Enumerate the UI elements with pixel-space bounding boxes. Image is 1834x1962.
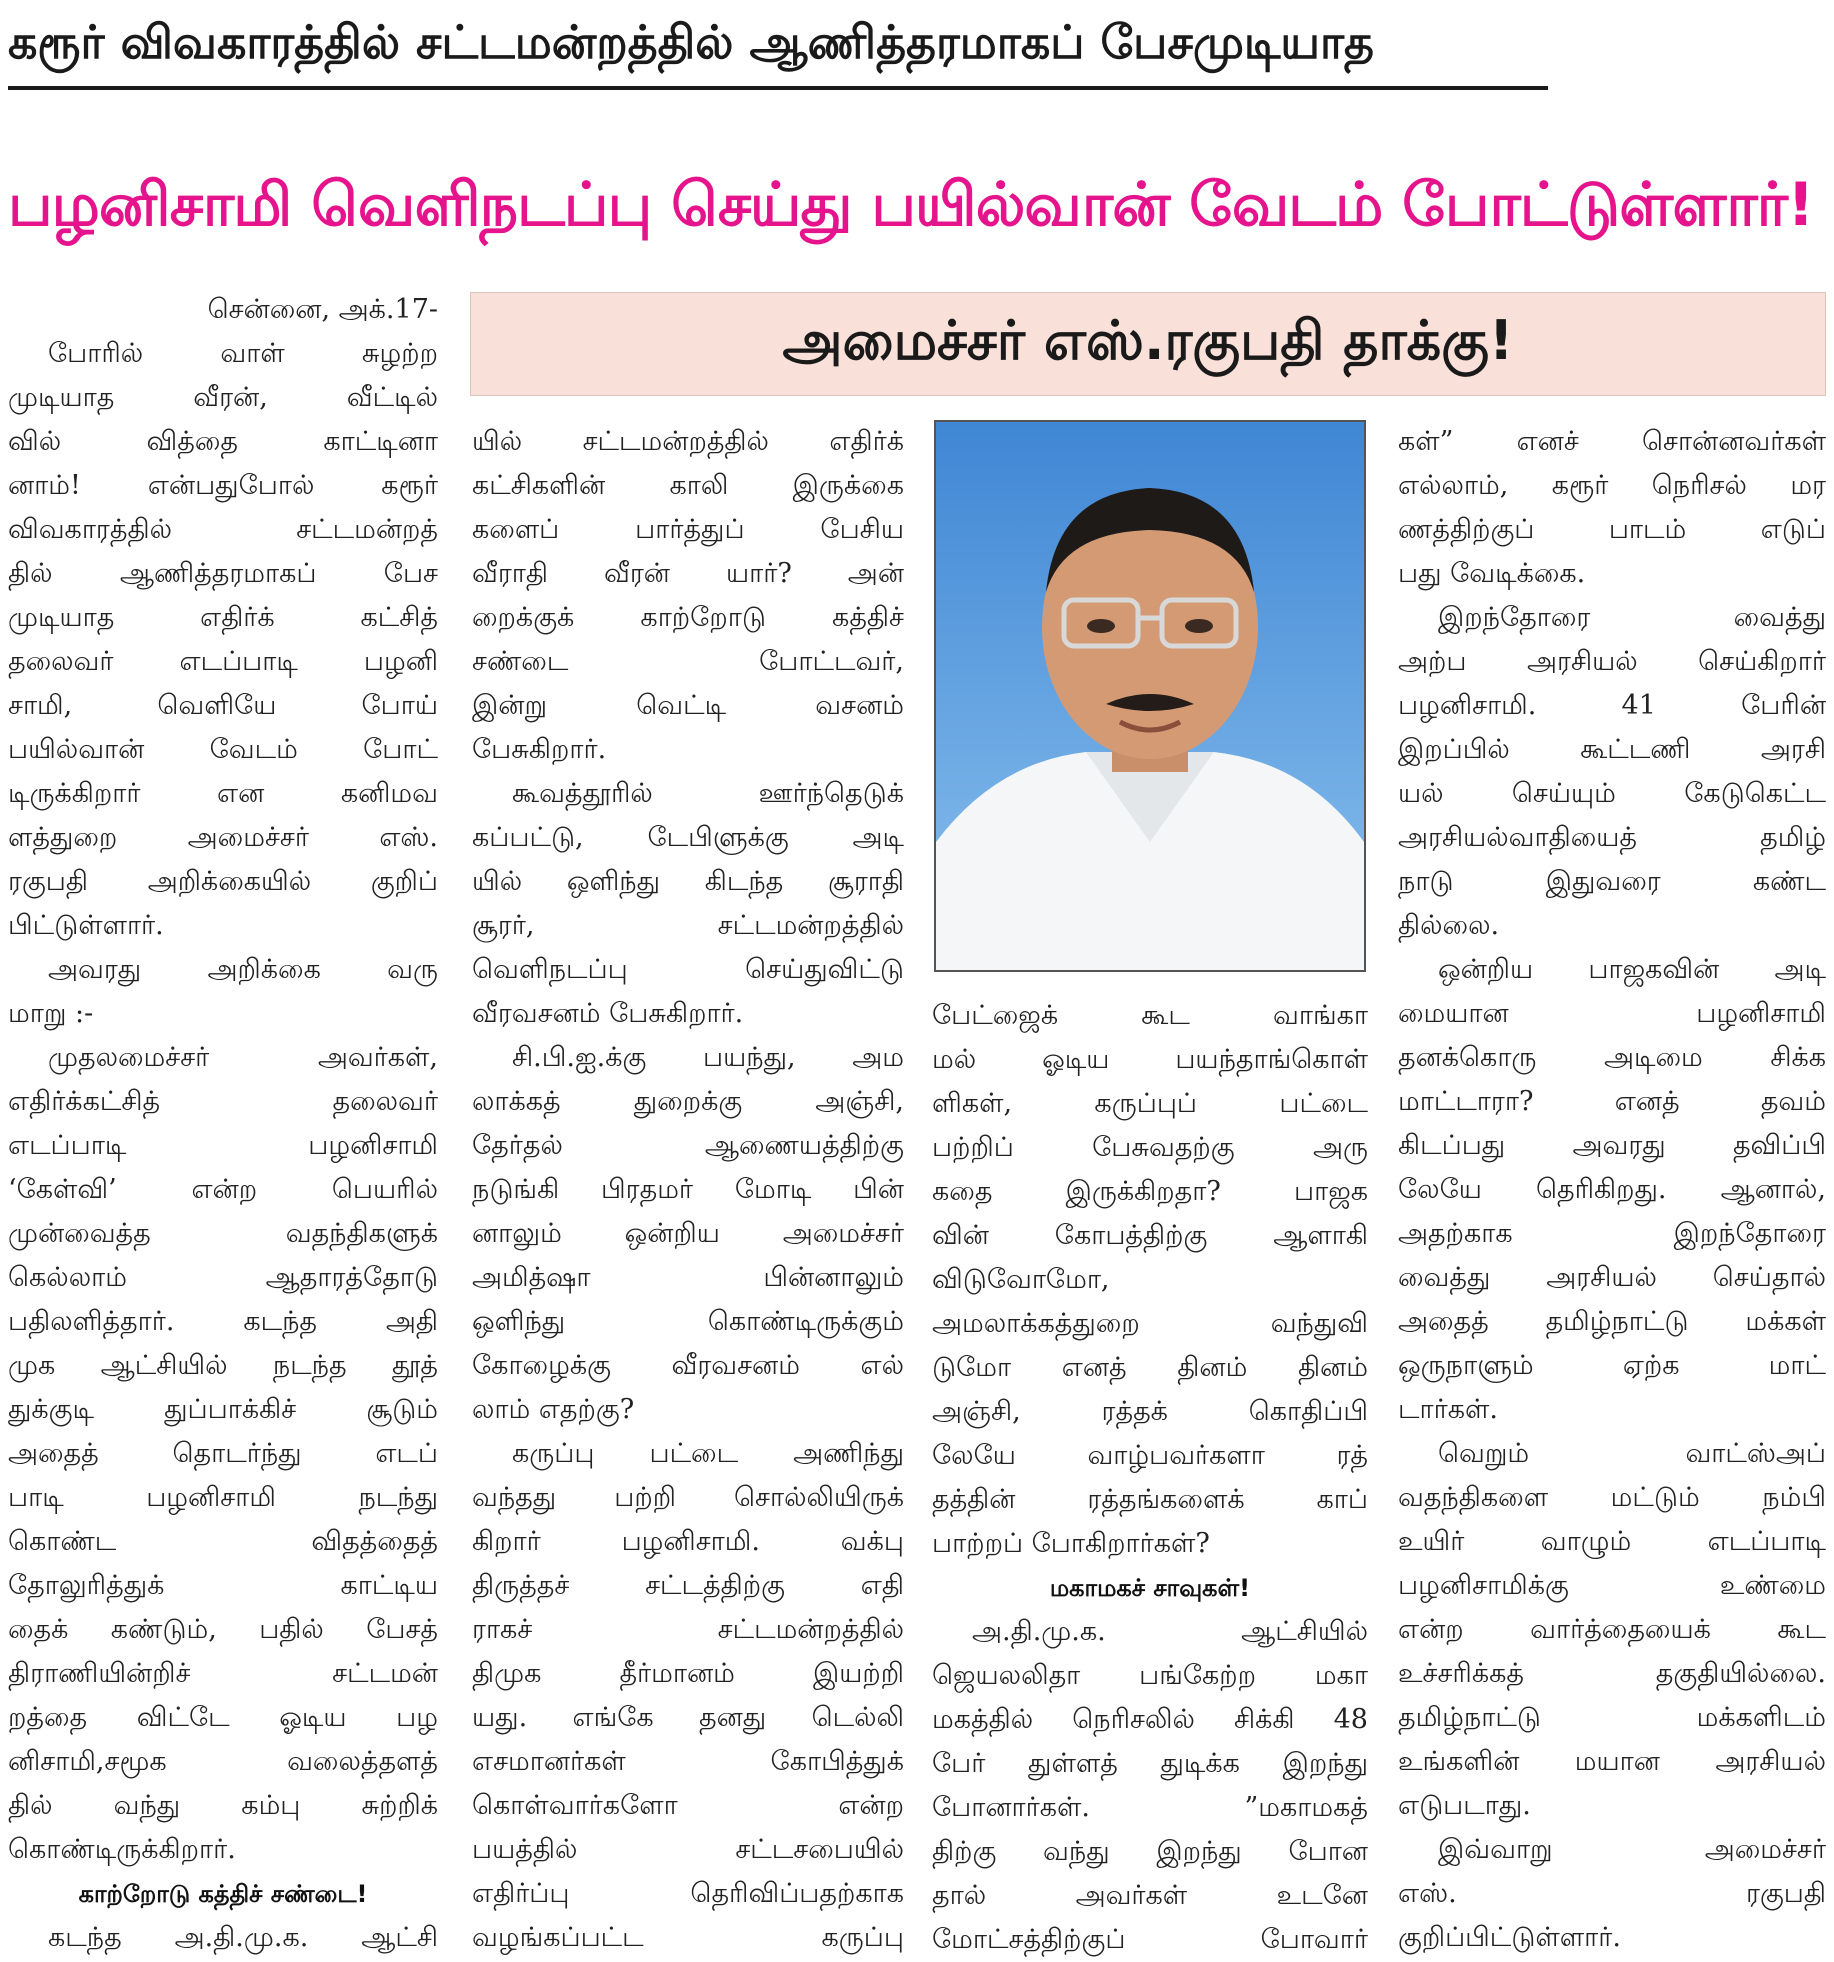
article-line: அ.தி.மு.க. ஆட்சியில்: [972, 1616, 1368, 1647]
article-line: இறப்பில் கூட்டணி அரசி: [1398, 734, 1826, 765]
article-line: அதற்காக இறந்தோரை: [1398, 1218, 1826, 1249]
article-line: உயிர் வாழும் எடப்பாடி: [1398, 1526, 1826, 1557]
article-line: அரசியல்வாதியைத் தமிழ்: [1398, 822, 1826, 853]
article-line: முதலமைச்சர் அவர்கள்,: [48, 1042, 438, 1073]
article-line: டுமோ எனத் தினம் தினம்: [932, 1352, 1368, 1383]
article-line: இன்று வெட்டி வசனம்: [472, 690, 904, 721]
article-line: திருத்தச் சட்டத்திற்கு எதி: [472, 1570, 904, 1601]
article-line: வைத்து அரசியல் செய்தால்: [1398, 1262, 1826, 1293]
article-line: அஞ்சி, ரத்தக் கொதிப்பி: [932, 1396, 1368, 1427]
article-line: விவகாரத்தில் சட்டமன்றத்: [8, 514, 438, 545]
article-line: சி.பி.ஐ.க்கு பயந்து, அம: [512, 1042, 904, 1073]
article-line: நடுங்கி பிரதமர் மோடி பின்: [472, 1174, 904, 1205]
article-line: தில்லை.: [1398, 910, 1500, 941]
article-line: குறிப்பிட்டுள்ளார்.: [1398, 1922, 1621, 1953]
article-line: வில் வித்தை காட்டினா: [8, 426, 438, 457]
article-line: கட்சிகளின் காலி இருக்கை: [472, 470, 904, 501]
article-column-3: [932, 994, 1368, 1962]
article-line: டிருக்கிறார் என கனிமவ: [8, 778, 438, 809]
subhead-text: அமைச்சர் எஸ்.ரகுபதி தாக்கு!: [782, 308, 1514, 372]
article-line: கொண்ட விதத்தைத்: [8, 1526, 438, 1557]
article-line: அற்ப அரசியல் செய்கிறார்: [1398, 646, 1826, 677]
article-line: என்ற வார்த்தையைக் கூட: [1398, 1614, 1826, 1645]
article-line: கோழைக்கு வீரவசனம் எல்: [472, 1350, 904, 1381]
article-line: கொள்வார்களோ என்ற: [472, 1790, 904, 1821]
article-line: எடப்பாடி பழனிசாமி: [8, 1130, 438, 1161]
article-line: கொண்டிருக்கிறார்.: [8, 1834, 236, 1865]
article-line: பது வேடிக்கை.: [1398, 558, 1586, 589]
article-line: பயில்வான் வேடம் போட்: [8, 734, 438, 765]
article-line: வெளிநடப்பு செய்துவிட்டு: [472, 954, 904, 985]
article-line: களைப் பார்த்துப் பேசிய: [472, 514, 904, 545]
article-line: முக ஆட்சியில் நடந்த தூத்: [8, 1350, 438, 1381]
article-line: அதைத் தமிழ்நாட்டு மக்கள்: [1398, 1306, 1826, 1337]
article-line: சூரர், சட்டமன்றத்தில்: [472, 910, 904, 941]
article-line: தலைவர் எடப்பாடி பழனி: [8, 646, 438, 677]
article-line: கடந்த அ.தி.மு.க. ஆட்சி: [48, 1922, 438, 1953]
article-line: சென்னை, அக்.17-: [207, 294, 438, 325]
article-line: னாம்! என்பதுபோல் கரூர்: [8, 470, 438, 501]
article-line: மோட்சத்திற்குப் போவார்: [932, 1924, 1368, 1955]
article-line: விடுவோமோ,: [932, 1264, 1110, 1295]
article-line: துக்குடி துப்பாக்கிச் சூடும்: [8, 1394, 438, 1425]
article-line: யில் ஒளிந்து கிடந்த சூராதி: [472, 866, 904, 897]
article-line: பாற்றப் போகிறார்கள்?: [932, 1528, 1210, 1559]
article-line: ளத்துறை அமைச்சர் எஸ்.: [8, 822, 438, 853]
article-line: உங்களின் மயான அரசியல்: [1398, 1746, 1826, 1777]
article-line: திராணியின்றிச் சட்டமன்: [8, 1658, 438, 1689]
minister-photo: [934, 420, 1366, 972]
article-line: வெறும் வாட்ஸ்அப்: [1438, 1438, 1826, 1469]
article-line: லேயே வாழ்பவர்களா ரத்: [932, 1440, 1368, 1471]
portrait-photo-icon: [936, 422, 1364, 970]
article-line: யல் செய்யும் கேடுகெட்ட: [1398, 778, 1826, 809]
article-line: கதை இருக்கிறதா? பாஜக: [932, 1176, 1368, 1207]
article-line: அவரது அறிக்கை வரு: [48, 954, 438, 985]
article-line: தத்தின் ரத்தங்களைக் காப்: [932, 1484, 1368, 1515]
article-line: தில் வந்து கம்பு சுற்றிக்: [8, 1790, 438, 1821]
article-line: முடியாத வீரன், வீட்டில்: [8, 382, 438, 413]
article-line: றைக்குக் காற்றோடு கத்திச்: [472, 602, 904, 633]
article-line: திற்கு வந்து இறந்து போன: [932, 1836, 1368, 1867]
article-line: மையான பழனிசாமி: [1398, 998, 1826, 1029]
article-line: ரகுபதி அறிக்கையில் குறிப்: [8, 866, 438, 897]
article-line: வீரவசனம் பேசுகிறார்.: [472, 998, 744, 1029]
article-line: அமித்ஷா பின்னாலும்: [472, 1262, 904, 1293]
article-line: கிடப்பது அவரது தவிப்பி: [1398, 1130, 1826, 1161]
article-line: தில் ஆணித்தரமாகப் பேச: [8, 558, 438, 589]
article-line: பழனிசாமிக்கு உண்மை: [1398, 1570, 1826, 1601]
main-headline: பழனிசாமி வெளிநடப்பு செய்து பயில்வான் வேடம் போட்டுள்ளார்!: [8, 170, 1814, 240]
article-line: லாக்கத் துறைக்கு அஞ்சி,: [472, 1086, 904, 1117]
article-line: நாடு இதுவரை கண்ட: [1398, 866, 1826, 897]
article-line: வீராதி வீரன் யார்? அன்: [472, 558, 904, 589]
article-line: முன்வைத்த வதந்திகளுக்: [8, 1218, 438, 1249]
article-line: எடுபடாது.: [1398, 1790, 1531, 1821]
article-line: ஒன்றிய பாஜகவின் அடி: [1438, 954, 1826, 985]
article-line: தோலுரித்துக் காட்டிய: [8, 1570, 438, 1601]
article-line: தேர்தல் ஆணையத்திற்கு: [472, 1130, 904, 1161]
article-line: வழங்கப்பட்ட கருப்பு: [472, 1922, 904, 1953]
article-line: னிசாமி,சமூக வலைத்தளத்: [8, 1746, 438, 1777]
article-line: யது. எங்கே தனது டெல்லி: [472, 1702, 904, 1733]
article-line: தனக்கொரு அடிமை சிக்க: [1398, 1042, 1826, 1073]
article-line: டார்கள்.: [1398, 1394, 1498, 1425]
article-line: றத்தை விட்டே ஓடிய பழ: [8, 1702, 438, 1733]
article-column-4: [1398, 420, 1826, 1960]
article-line: கள்” எனச் சொன்னவர்கள்: [1398, 426, 1826, 457]
article-line: எசமானர்கள் கோபித்துக்: [472, 1746, 904, 1777]
section-subheading: காற்றோடு கத்திச் சண்டை!: [78, 1880, 368, 1908]
article-line: கூவத்தூரில் ஊர்ந்தெடுக்: [512, 778, 904, 809]
article-line: எதிர்ப்பு தெரிவிப்பதற்காக: [472, 1878, 904, 1909]
article-line: லேயே தெரிகிறது. ஆனால்,: [1398, 1174, 1826, 1205]
article-line: போனார்கள். ”மகாமகத்: [932, 1792, 1368, 1823]
article-line: இறந்தோரை வைத்து: [1438, 602, 1826, 633]
article-line: வந்தது பற்றி சொல்லியிருக்: [472, 1482, 904, 1513]
article-line: கெல்லாம் ஆதாரத்தோடு: [8, 1262, 438, 1293]
article-line: எதிர்க்கட்சித் தலைவர்: [8, 1086, 438, 1117]
article-line: ஜெயலலிதா பங்கேற்ற மகா: [932, 1660, 1368, 1691]
article-line: எல்லாம், கரூர் நெரிசல் மர: [1398, 470, 1826, 501]
article-line: பழனிசாமி. 41 பேரின்: [1398, 690, 1826, 721]
article-line: பாடி பழனிசாமி நடந்து: [8, 1482, 438, 1513]
article-line: மாறு :-: [8, 998, 94, 1029]
article-line: அதைத் தொடர்ந்து எடப்: [8, 1438, 438, 1469]
article-line: ‘கேள்வி’ என்ற பெயரில்: [8, 1174, 438, 1205]
article-line: பயத்தில் சட்டசபையில்: [472, 1834, 904, 1865]
article-line: சாமி, வெளியே போய்: [8, 690, 438, 721]
article-line: லாம் எதற்கு?: [472, 1394, 635, 1425]
article-line: னாலும் ஒன்றிய அமைச்சர்: [472, 1218, 904, 1249]
article-line: மாட்டாரா? எனத் தவம்: [1398, 1086, 1826, 1117]
article-line: பிட்டுள்ளார்.: [8, 910, 164, 941]
article-line: கருப்பு பட்டை அணிந்து: [512, 1438, 904, 1469]
article-line: மல் ஓடிய பயந்தாங்கொள்: [932, 1044, 1368, 1075]
article-line: ணத்திற்குப் பாடம் எடுப்: [1398, 514, 1826, 545]
article-line: வதந்திகளை மட்டும் நம்பி: [1398, 1482, 1826, 1513]
article-line: ராகச் சட்டமன்றத்தில்: [472, 1614, 904, 1645]
article-line: பேட்ஜைக் கூட வாங்கா: [932, 1000, 1368, 1031]
article-line: உச்சரிக்கத் தகுதியில்லை.: [1398, 1658, 1826, 1689]
subhead-banner: [470, 292, 1826, 396]
article-line: அமலாக்கத்துறை வந்துவி: [932, 1308, 1368, 1339]
article-line: கப்பட்டு, டேபிளுக்கு அடி: [472, 822, 904, 853]
article-line: தைக் கண்டும், பதில் பேசத்: [8, 1614, 438, 1645]
article-line: ஒருநாளும் ஏற்க மாட்: [1398, 1350, 1826, 1381]
kicker-headline: கரூர் விவகாரத்தில் சட்டமன்றத்தில் ஆணித்தரமாகப் பேசமுடியாத: [8, 15, 1374, 69]
article-line: முடியாத எதிர்க் கட்சித்: [8, 602, 438, 633]
article-column-2: [472, 420, 904, 1960]
article-line: இவ்வாறு அமைச்சர்: [1438, 1834, 1826, 1865]
article-line: மகத்தில் நெரிசலில் சிக்கி 48: [932, 1704, 1368, 1735]
article-line: பதிலளித்தார். கடந்த அதி: [8, 1306, 438, 1337]
article-line: பற்றிப் பேசுவதற்கு அரு: [932, 1132, 1368, 1163]
article-line: ஒளிந்து கொண்டிருக்கும்: [472, 1306, 904, 1337]
article-column-1: [8, 288, 438, 1960]
article-line: எஸ். ரகுபதி: [1398, 1878, 1826, 1909]
article-line: சண்டை போட்டவர்,: [472, 646, 904, 677]
article-line: பேர் துள்ளத் துடிக்க இறந்து: [932, 1748, 1368, 1779]
article-line: யில் சட்டமன்றத்தில் எதிர்க்: [472, 426, 904, 457]
section-subheading: மகாமகச் சாவுகள்!: [1049, 1574, 1251, 1602]
article-line: போரில் வாள் சுழற்ற: [48, 338, 438, 369]
article-line: வின் கோபத்திற்கு ஆளாகி: [932, 1220, 1368, 1251]
article-line: தமிழ்நாட்டு மக்களிடம்: [1398, 1702, 1826, 1733]
article-line: ளிகள், கருப்புப் பட்டை: [932, 1088, 1368, 1119]
article-line: கிறார் பழனிசாமி. வக்பு: [472, 1526, 904, 1557]
article-line: தால் அவர்கள் உடனே: [932, 1880, 1368, 1911]
article-line: பேசுகிறார்.: [472, 734, 607, 765]
kicker-underline: [8, 86, 1548, 90]
article-line: திமுக தீர்மானம் இயற்றி: [472, 1658, 904, 1689]
